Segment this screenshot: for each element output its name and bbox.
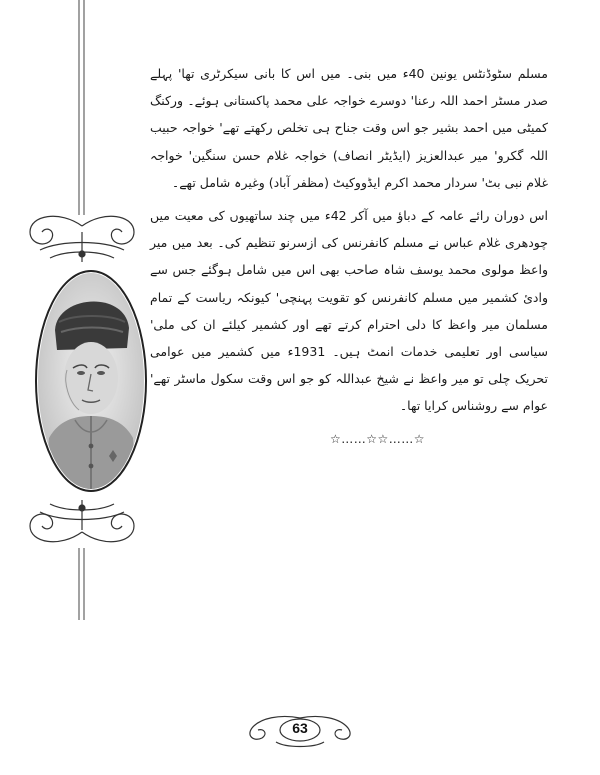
bottom-flourish-ornament	[30, 500, 134, 542]
page-number: 63	[292, 720, 308, 736]
paragraph-1: مسلم سٹوڈنٹس یونین 40ء میں بنی۔ میں اس کا بانی سیکرٹری تھا' پہلے صدر مسٹر احمد اللہ رعنا' دوسرے خواجہ علی محمد پاکستانی ہوئے۔ ورکنگ کمیٹی میں احمد بشیر جو اس وقت جناح ہی تخلص رکھتے تھے' خواجہ حبیب اللہ گکرو' میر عبدالعزیز (ایڈیٹر انصاف) خواجہ غلام حسن سنگین' خواجہ غلام نبی بٹ' سردار محمد اکرم ایڈووکیٹ (مظفر آباد) وغیرہ شامل تھے۔	[150, 66, 549, 190]
section-separator: ☆……☆☆……☆	[330, 432, 426, 446]
top-flourish-ornament	[30, 216, 134, 262]
paragraph-2: اس دوران رائے عامہ کے دباؤ میں آکر 42ء میں چند ساتھیوں کی معیت میں چودھری غلام عباس نے مسلم کانفرنس کی ازسرنو تنظیم کی۔ بعد میں میر واعظ مولوی محمد یوسف شاہ صاحب بھی اس میں شامل ہوگئے جس سے وادئ کشمیر میں مسلم کانفرنس کو تقویت پہنچی' کیونکہ ریاست کے تمام مسلمان میر واعظ کا دلی احترام کرتے تھے اور کشمیر کیلئے ان کی ملی' سیاسی اور تعلیمی خدمات انمٹ ہیں۔ 1931ء میں کشمیر میں عوامی تحریک چلی تو میر واعظ نے شیخ عبداللہ کو جو اس وقت سکول ماسٹر تھے' عوام سے روشناس کرایا تھا۔	[150, 208, 548, 414]
article-text	[150, 60, 548, 420]
portrait-image	[35, 270, 147, 492]
